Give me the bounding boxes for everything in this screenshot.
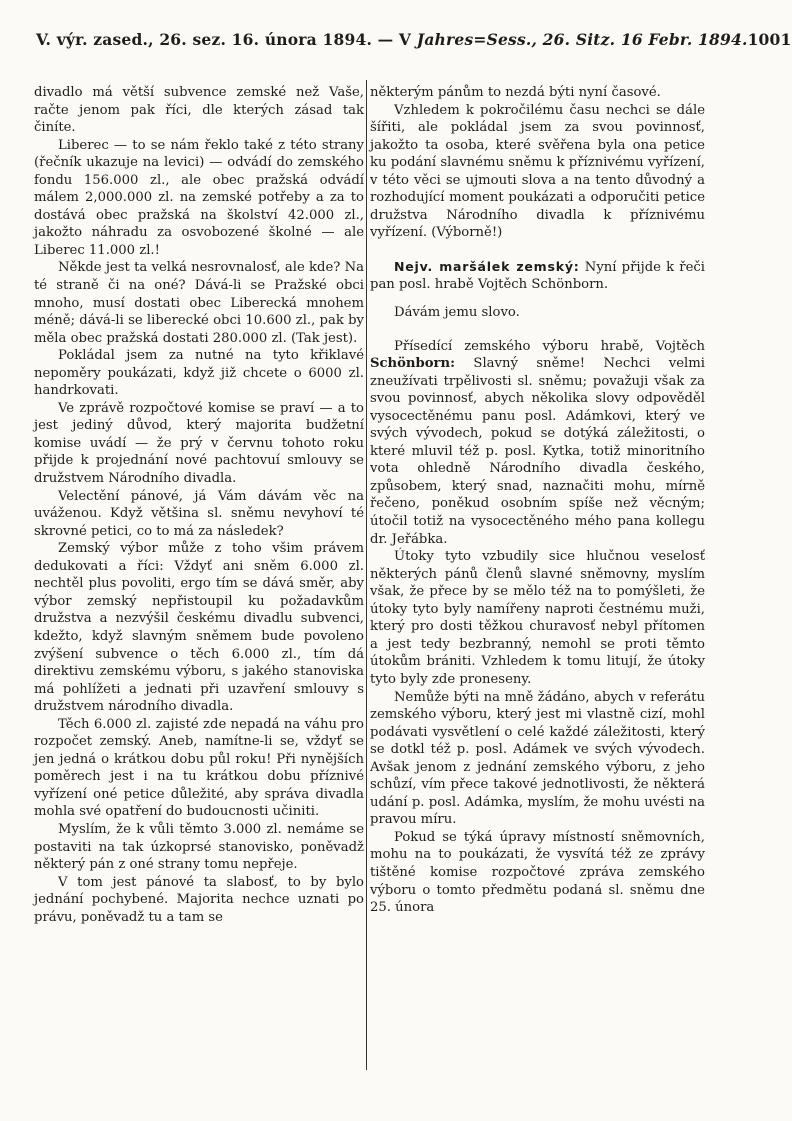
speaker-paragraph <box>370 258 705 294</box>
paragraph: Dávám jemu slovo. <box>394 305 520 321</box>
paragraph: Vzhledem k pokročilému času nechci se dále šířiti, ale pokládal jsem za svou povinnosť, jakožto ta osoba, které svěřena byla ona petice ku podání slavnému sněmu k příznivému vyřízení, v této věci se ujmouti slova a na tento důvodný a rozhodující moment poukázati a odporučiti petice družstva Národního divadla k příznivému vyřízení. (Výborně!) <box>370 102 705 241</box>
speaker-paragraph <box>370 338 705 549</box>
running-header <box>36 30 792 49</box>
paragraph: Útoky tyto vzbudily sice hlučnou veselosť některých pánů členů slavné sněmovny, myslím však, že přece by se mělo též na to pomýšleti, že útoky tyto byly namířeny naproti čestnému muži, který pro dosti těžkou churavosť nebyl přítomen a jest tedy bezbranný, nemohl se proti těmto útokům brániti. Vzhledem k tomu litují, že útoky tyto byly zde proneseny. <box>370 549 705 687</box>
speaker-label: Nejv. maršálek zemský: <box>394 258 580 274</box>
paragraph: Myslím, že k vůli těmto 3.000 zl. nemáme se postaviti na tak úzkoprsé stanovisko, poněvadž některý pán z oné strany tomu nepřeje. <box>34 821 364 873</box>
paragraph: Nemůže býti na mně žádáno, abych v referátu zemského výboru, který jest mi vlastně cizí, mohl podávati vysvětlení o celé každé záležitosti, který se dotkl též p. posl. Adámek ve svých vývodech. Avšak jenom z jednání zemského výboru, z jeho schůzí, vím přece takové jednotlivosti, že některá udání p. posl. Adámka, myslím, že mohu uvésti na pravou míru. <box>370 689 705 828</box>
header-left <box>36 30 748 49</box>
paragraph: Velectění pánové, já Vám dávám věc na uváženou. Když většina sl. sněmu nevyhoví té skrovné petici, co to má za následek? <box>34 488 364 539</box>
speaker-name: Schönborn: <box>370 356 455 372</box>
paragraph: Těch 6.000 zl. zajisté zde nepadá na váhu pro rozpočet zemský. Aneb, namítne-li se, vždyť se jen jedná o krátkou dobu půl roku! Při nynějších poměrech jest i na tu krátkou dobu příznivé vyřízení oné petice důležité, aby správa divadla mohla své opatření do budoucnosti učiniti. <box>34 716 364 820</box>
paragraph: Pokládal jsem za nutné na tyto křiklavé nepoměry poukázati, když již chcete o 6000 zl. handrkovati. <box>34 348 364 399</box>
column-divider <box>366 80 367 1070</box>
header-czech: V. výr. zased., 26. sez. 16. února 1894. — V <box>36 30 412 49</box>
left-column <box>34 84 364 926</box>
speaker-text: Nyní přijde k řeči pan posl. hrabě Vojtěch Schönborn. <box>370 259 705 293</box>
header-german: Jahres=Sess., 26. Sitz. 16 Febr. 1894. <box>416 30 748 49</box>
paragraph: Ve zprávě rozpočtové komise se praví — a to jest jediný důvod, který majorita budžetní komise uvádí — že prý v červnu tohoto roku přijde k projednání nové pachtovuí smlouvy se družstvem Národního divadla. <box>34 400 364 487</box>
paragraph: Pokud se týká úpravy místností sněmovních, mohu na to poukázati, že vysvítá též ze zprávy tištěné komise rozpočtové zpráva zemského výboru o tomto předmětu podaná sl. sněmu dne 25. února <box>370 829 705 916</box>
speaker-title: Přísedící zemského výboru hrabě, Vojtěch <box>394 338 705 354</box>
paragraph: Někde jest ta velká nesrovnalosť, ale kde? Na té straně či na oné? Dává-li se Pražské obci mnoho, musí dostati obec Liberecká mnohem méně; dává-li se liberecké obci 10.600 zl., pak by měla obec pražská dostati 280.000 zl. (Tak jest). <box>34 260 364 346</box>
paragraph: divadlo má větší subvence zemské než Vaše, račte jenom pak říci, dle kterých zásad tak činíte. <box>34 85 364 136</box>
paragraph: některým pánům to nezdá býti nyní časové. <box>370 85 661 100</box>
paragraph: Liberec — to se nám řeklo také z této strany (řečník ukazuje na levici) — odvádí do zemského fondu 156.000 zl., ale obec pražská odvádí málem 2,000.000 zl. na zemské potřeby a za to dostává obec pražská na školství 42.000 zl., jakožto náhradu za osvobozené školné — ale Liberec 11.000 zl.! <box>34 137 364 258</box>
right-column <box>370 84 705 917</box>
page-number: 1001 <box>747 30 792 49</box>
paragraph: Zemský výbor může z toho všim právem dedukovati a říci: Vždyť ani sněm 6.000 zl. nechtěl plus povoliti, ergo tím se dává směr, aby výbor zemský nepřistoupil ku požadavkům družstva a nezvýšil českému divadlu subvenci, kdežto, když slavným sněmem bude povoleno zvýšení subvence o těch 6.000 zl., tím dá direktivu zemskému výboru, s jakého stanoviska má pohlížeti a jednati při uzavření smlouvy s družstvem národního divadla. <box>34 541 364 715</box>
speaker-text: Slavný sněme! Nechci velmi zneužívati trpělivosti sl. sněmu; považuji však za svou povinnosť, abych několika slovy odpověděl vysocectěnému panu posl. Adámkovi, který ve svých vývodech, pokud se dotýká záležitosti, o které mluvil též p. posl. Kytka, totiž minoritního vota ohledně Národního divadla českého, způsobem, který snad, naznačiti mohu, mírně řečeno, poněkud osobním spíše než věcným; útočil totiž na vysocectěného mého pana kollegu dr. Jeřábka. <box>370 356 705 547</box>
paragraph: V tom jest pánové ta slabosť, to by bylo jednání pochybené. Majorita nechce uznati po právu, poněvadž tu a tam se <box>34 874 364 925</box>
